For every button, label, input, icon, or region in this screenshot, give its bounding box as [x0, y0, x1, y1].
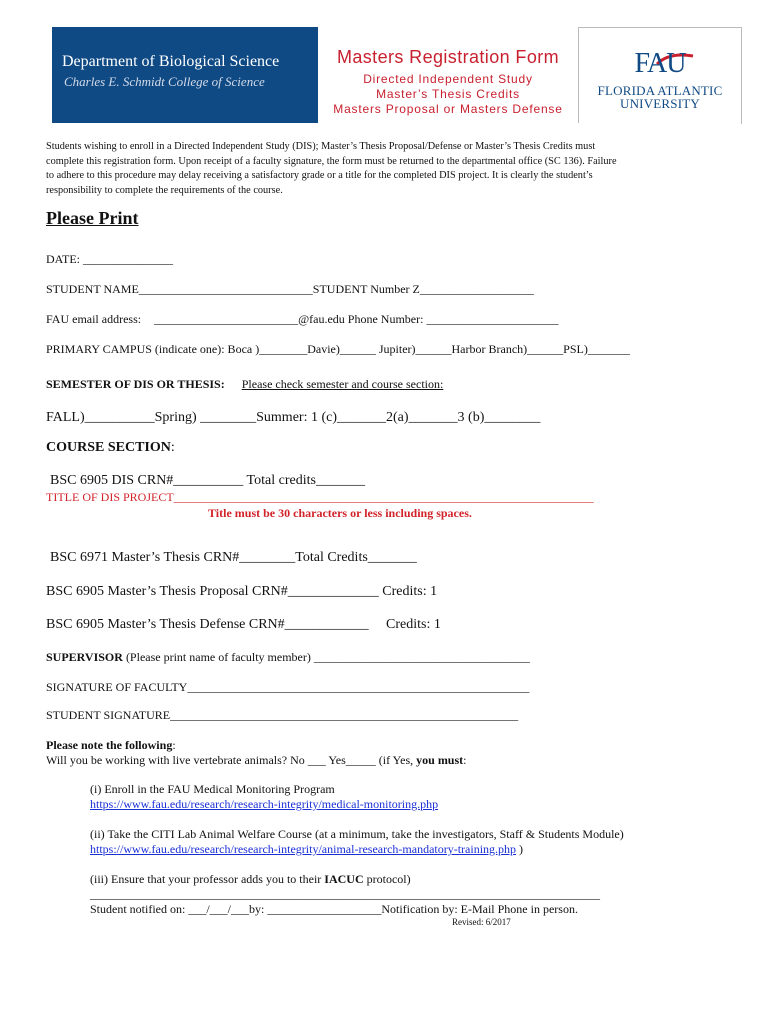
- thesis-crn-field[interactable]: BSC 6971 Master’s Thesis CRN#________Total Credits_______: [50, 550, 417, 565]
- notes-title: Please note the following: [46, 738, 173, 752]
- note-item-2-link-row: [90, 842, 523, 857]
- please-print-heading: Please Print: [46, 208, 139, 228]
- animals-question[interactable]: [46, 753, 467, 768]
- note-item-1: (i) Enroll in the FAU Medical Monitoring Program: [90, 782, 335, 796]
- logo-line-2: UNIVERSITY: [620, 96, 700, 111]
- notes-colon: :: [172, 738, 176, 752]
- course-section-colon: :: [170, 440, 175, 455]
- animals-question-text[interactable]: Will you be working with live vertebrate animals? No ___ Yes_____ (if Yes,: [46, 753, 417, 767]
- iacuc-text: IACUC: [324, 872, 364, 886]
- defense-credits: Credits: 1: [386, 617, 441, 632]
- medical-monitoring-link[interactable]: https://www.fau.edu/research/research-integrity/medical-monitoring.php: [90, 797, 439, 811]
- supervisor-label: SUPERVISOR: [46, 650, 123, 664]
- student-signature-field[interactable]: STUDENT SIGNATURE__________________________________________________________: [46, 708, 519, 722]
- logo-line-1: FLORIDA ATLANTIC: [597, 83, 723, 98]
- date-field[interactable]: DATE: _______________: [46, 252, 173, 266]
- note-item-3-start: (iii) Ensure that your professor adds you to their: [90, 872, 325, 886]
- department-banner: [52, 27, 318, 123]
- animal-training-link[interactable]: https://www.fau.edu/research/research-integrity/animal-research-mandatory-training.php: [90, 842, 517, 856]
- dis-project-title-field[interactable]: TITLE OF DIS PROJECT______________________________________________________________________: [46, 490, 594, 504]
- intro-line: Students wishing to enroll in a Directed Independent Study (DIS); Master’s Thesis Proposal/Defense or Master’s Thesis Credits must: [46, 141, 596, 152]
- course-section-title: COURSE SECTION: [46, 440, 171, 455]
- logo-mark: FAU: [634, 48, 686, 79]
- note-item-2: (ii) Take the CITI Lab Animal Welfare Course (at a minimum, take the investigators, Staff & Students Module): [90, 827, 624, 841]
- form-header: [52, 27, 742, 123]
- dis-crn-field[interactable]: BSC 6905 DIS CRN#__________ Total credits_______: [50, 473, 365, 488]
- supervisor-blank[interactable]: (Please print name of faculty member) ____________________________________: [122, 650, 530, 664]
- supervisor-field[interactable]: [46, 650, 530, 665]
- notification-field[interactable]: Student notified on: ___/___/___by: ___________________Notification by: E-Mail Phone in person.: [90, 902, 578, 916]
- fau-logo: [579, 27, 742, 124]
- student-name-field[interactable]: STUDENT NAME_____________________________STUDENT Number Z___________________: [46, 282, 534, 296]
- department-title: Department of Biological Science: [62, 53, 280, 70]
- subtitle-dis: Directed Independent Study: [363, 72, 533, 86]
- email-phone-field[interactable]: [46, 312, 558, 327]
- subtitle-thesis: Master’s Thesis Credits: [376, 87, 520, 101]
- email-label: FAU email address:: [46, 312, 142, 326]
- defense-crn-field[interactable]: BSC 6905 Master’s Thesis Defense CRN#____________: [46, 617, 369, 632]
- notes-heading: [46, 738, 176, 753]
- you-must-text: you must: [416, 753, 464, 767]
- course-section-heading: [46, 440, 175, 456]
- intro-line: to adhere to this procedure may delay receiving a satisfactory grade or a title for the completed DIS project. It is clearly the student’s: [46, 170, 593, 182]
- subtitle-proposal: Masters Proposal or Masters Defense: [333, 102, 563, 116]
- note-item-3-end: protocol): [363, 872, 411, 886]
- college-name: Charles E. Schmidt College of Science: [64, 74, 265, 89]
- question-colon: :: [463, 753, 467, 767]
- separator-rule: _____________________________________________________________________________________: [90, 887, 600, 901]
- intro-line: complete this registration form. Upon receipt of a faculty signature, the form must be returned to the departmental office (SC 136). Failure: [46, 155, 617, 167]
- title-length-note: Title must be 30 characters or less including spaces.: [208, 506, 472, 520]
- semester-label: SEMESTER OF DIS OR THESIS:: [46, 377, 225, 391]
- note-item-3: [90, 872, 411, 887]
- semester-hint: Please check semester and course section:: [241, 377, 444, 391]
- proposal-crn-field[interactable]: BSC 6905 Master’s Thesis Proposal CRN#_____________ Credits: 1: [46, 584, 438, 599]
- email-phone-blanks[interactable]: ________________________@fau.edu Phone Number: ______________________: [154, 312, 559, 326]
- intro-paragraph: [46, 140, 676, 198]
- form-title-box: [318, 27, 579, 123]
- note-item-2-end: ): [516, 842, 524, 856]
- faculty-signature-field[interactable]: SIGNATURE OF FACULTY_________________________________________________________: [46, 680, 530, 694]
- semester-row: [46, 377, 443, 392]
- campus-field[interactable]: PRIMARY CAMPUS (indicate one): Boca )________Davie)______ Jupiter)______Harbor Branch)______PSL)_______: [46, 342, 630, 356]
- form-title: Masters Registration Form: [336, 47, 560, 67]
- intro-line: responsibility to complete the requirements of the course.: [46, 184, 283, 196]
- term-selection[interactable]: FALL)__________Spring) ________Summer: 1 (c)_______2(a)_______3 (b)________: [46, 410, 541, 425]
- revised-date: Revised: 6/2017: [452, 917, 511, 927]
